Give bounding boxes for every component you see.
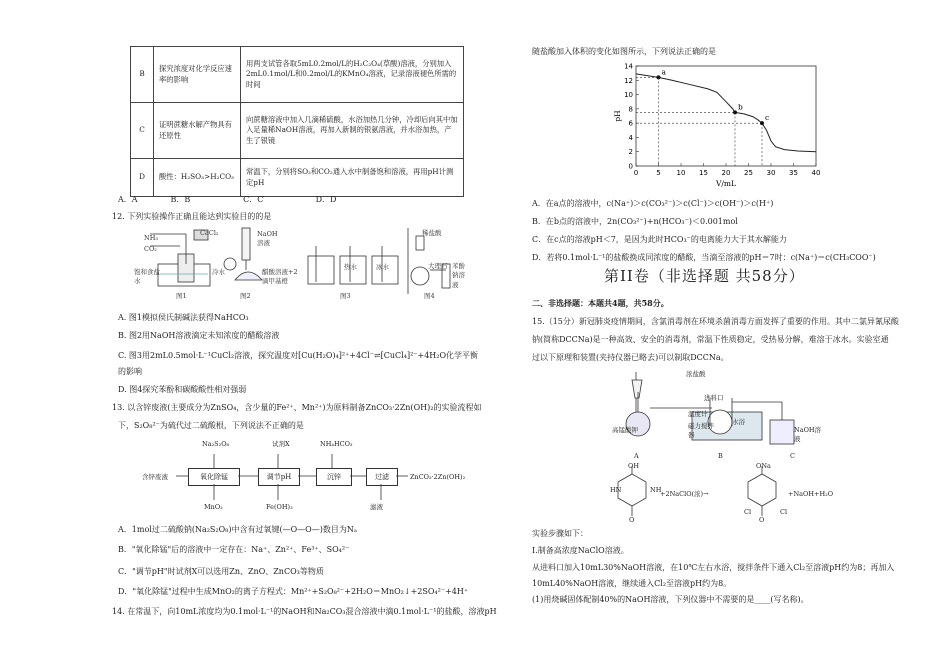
label-co2: CO₂ — [144, 245, 157, 253]
label-cacl2: CaCl₂ — [200, 229, 219, 237]
x-tick-label: 10 — [676, 169, 686, 177]
label-a: A — [634, 452, 639, 460]
label-marble: 大理石 — [428, 262, 448, 270]
flow-box-4: 过滤 — [366, 468, 398, 486]
q12-option-b: B. 图2用NaOH溶液滴定未知浓度的醋酸溶液 — [118, 331, 280, 340]
atom-nh: NH — [650, 486, 662, 494]
q15-step-1: I.制备高浓度NaClO溶液。 — [532, 546, 629, 555]
q13-option-b: B．"氧化除锰"后的溶液中一定存在：Na⁺、Zn²⁺、Fe³⁺、SO₄²⁻ — [118, 545, 350, 554]
q15-step-3: 10mL40%NaOH溶液，继续通入Cl₂至溶液pH约为8。 — [532, 579, 732, 588]
label-stirrer: 磁力搅拌器 — [688, 422, 714, 440]
label-nh3: NH₃ — [144, 234, 158, 242]
table-row — [131, 159, 464, 197]
label-dilute: 稀盐酸 — [422, 229, 442, 237]
ph-curve — [636, 74, 816, 152]
y-tick-label: 8 — [628, 105, 633, 114]
label-inlet: 进料口 — [704, 394, 724, 402]
atom-cl-1: Cl — [744, 508, 752, 516]
x-tick-label: 0 — [633, 169, 639, 177]
q14-stem-cont: 随盐酸加入体积的变化如图所示，下列说法正确的是 — [532, 47, 716, 56]
caption-fig2: 图2 — [240, 292, 251, 300]
flow-box-2: 调节pH — [258, 468, 300, 486]
flow-top3: NH₄HCO₃ — [320, 440, 353, 448]
label-naoh: NaOH溶液 — [257, 230, 278, 248]
row-purpose: 酸性：H₂SO₃>H₂CO₃ — [154, 159, 241, 197]
q12-stem: 12. 下列实验操作正确且能达到实验目的的是 — [112, 212, 272, 221]
experiment-table — [130, 46, 464, 197]
data-point — [733, 110, 737, 114]
option: C．C — [243, 195, 264, 204]
data-point — [657, 75, 661, 79]
q15-line-3: 过以下原理和装置(夹持仪器已略去)可以制取DCCNa。 — [532, 353, 729, 362]
option: B．B — [170, 195, 191, 204]
flow-start: 含锌废液 — [142, 473, 168, 481]
q14-option-b: B．在b点的溶液中，2n(CO₃²⁻)+n(HCO₃⁻)＜0.001mol — [532, 217, 738, 226]
x-tick-label: 30 — [766, 169, 776, 177]
y-tick-label: 6 — [628, 119, 633, 128]
q15-step-4: (1)用烧碱固体配制40%的NaOH溶液，下列仪器中不需要的是____(写名称)。 — [532, 595, 809, 604]
flow-bot4: 滤液 — [370, 503, 383, 511]
q14-stem: 14. 在常温下，向10mL浓度均为0.1mol·L⁻¹的NaOH和Na₂CO₃混合溶液中滴0.1mol·L⁻¹的盐酸，溶液pH — [112, 607, 497, 616]
q15-line-2: 钠(简称DCCNa)是一种高效、安全的消毒剂，常温下性质稳定，受热易分解，难溶于冰水。实验室通 — [532, 335, 889, 344]
caption-fig1: 图1 — [176, 292, 187, 300]
flow-box-3: 沉锌 — [316, 468, 352, 486]
label-phenol: 苯酚钠溶液 — [452, 262, 465, 289]
q13-option-d: D．"氧化除锰"过程中生成MnO₂的离子方程式：Mn²⁺+S₂O₈²⁻+2H₂O＝MnO₂↓+2SO₄²⁻+4H⁺ — [118, 587, 469, 596]
q13-stem: 13. 以含锌废液(主要成分为ZnSO₄，含少量的Fe²⁺、Mn²⁺)为原料制备ZnCO₃·2Zn(OH)₂的实验流程如 — [112, 403, 482, 412]
x-tick-label: 40 — [811, 169, 821, 177]
caption-fig3: 图3 — [340, 292, 351, 300]
q15-line-1: 15.（15分）新冠肺炎疫情期间，含氯消毒剂在环境杀菌消毒方面发挥了重要的作用。其中二氯异氰尿酸 — [532, 317, 899, 326]
atom-o-2: O — [759, 516, 765, 524]
q12-option-c-cont: 的影响 — [118, 367, 142, 376]
label-c: C — [790, 452, 795, 460]
q15-step-title: 实验步骤如下： — [532, 529, 588, 538]
point-label: c — [765, 113, 770, 123]
y-tick-label: 10 — [624, 91, 633, 100]
point-label: a — [661, 67, 666, 77]
atom-cl-2: Cl — [780, 508, 788, 516]
label-brine: 饱和食盐水 — [134, 268, 160, 286]
caption-fig4: 图4 — [424, 292, 435, 300]
label-cold: 冷水 — [212, 268, 225, 276]
row-label: C — [131, 103, 154, 159]
atom-oh: OH — [628, 462, 639, 470]
q12-option-d: D. 图4探究苯酚和碳酸酸性相对强弱 — [118, 385, 247, 394]
label-bath: 水浴 — [732, 418, 745, 426]
flow-top2: 试剂X — [272, 440, 290, 448]
label-naoh: NaOH溶液 — [794, 426, 822, 444]
row-method: 用两支试管各取5mL0.2mol/L的H₂C₂O₄(草酸)溶液，分别加入2mL0.1mol/L和0.2mol/L的KMnO₄溶液，记录溶液褪色所需的时间 — [241, 47, 464, 103]
flow-arrows — [112, 446, 432, 506]
x-tick-label: 35 — [789, 169, 798, 177]
q12-figures — [140, 224, 460, 304]
option: D．D — [315, 195, 337, 204]
y-tick-label: 14 — [624, 62, 633, 71]
flow-bot2: Fe(OH)₃ — [266, 503, 293, 511]
row-label: B — [131, 47, 154, 103]
q11-options — [118, 194, 366, 206]
atom-o: O — [629, 516, 635, 524]
label-hot: 热水 — [344, 263, 357, 271]
q13-stem-cont: 下，S₂O₈²⁻为硫代过二硫酸根，下列说法不正确的是 — [118, 421, 304, 430]
plot-frame — [636, 66, 816, 166]
y-axis-label: pH — [613, 110, 622, 122]
option: A．A — [118, 195, 138, 204]
reaction-mid: +2NaClO(浓)→ — [660, 490, 709, 498]
flow-top1: Na₂S₂O₈ — [202, 440, 230, 448]
row-label: D — [131, 159, 154, 197]
y-tick-label: 0 — [628, 162, 633, 171]
x-tick-label: 25 — [744, 169, 753, 177]
y-tick-label: 12 — [624, 76, 633, 85]
y-tick-label: 4 — [628, 133, 633, 142]
q12-option-a: A. 图1模拟侯氏制碱法获得NaHCO₃ — [118, 313, 249, 322]
data-point — [760, 121, 764, 125]
q13-option-c: C．"调节pH"时试剂X可以选用Zn、ZnO、ZnCO₃等物质 — [118, 567, 324, 576]
atom-ona: ONa — [756, 462, 771, 470]
label-kmno4: 高锰酸钾 — [612, 426, 638, 434]
row-purpose: 证明蔗糖水解产物具有还原性 — [154, 103, 241, 159]
table-row — [131, 103, 464, 159]
section-subtitle: 二、非选择题：本题共4题，共58分。 — [532, 298, 669, 308]
label-hcl: 浓盐酸 — [686, 370, 706, 378]
reaction-right: +NaOH+H₂O — [788, 490, 834, 498]
flow-end: ZnCO₃·2Zn(OH)₂ — [410, 473, 466, 481]
x-axis-label: V/mL — [715, 179, 737, 188]
y-tick-label: 2 — [628, 148, 633, 157]
x-tick-label: 20 — [721, 169, 731, 177]
ph-chart — [612, 60, 832, 190]
point-label: b — [738, 102, 743, 112]
q15-step-2: 从进料口加入10mL30%NaOH溶液，在10℃左右水浴，搅拌条件下通入Cl₂至溶液pH约为8；再加入 — [532, 563, 895, 572]
label-thermo: 温度计 — [688, 410, 708, 418]
row-method: 常温下，分别将SO₂和CO₂通入水中制备饱和溶液，再用pH计测定pH — [241, 159, 464, 197]
row-method: 向蔗糖溶液中加入几滴稀硫酸，水浴加热几分钟，冷却后向其中加入足量稀NaOH溶液，再加入新制的银氨溶液，并水浴加热，产生了银镜 — [241, 103, 464, 159]
label-b: B — [718, 452, 723, 460]
flow-bot1: MnO₂ — [204, 503, 223, 511]
x-tick-label: 15 — [699, 169, 708, 177]
row-purpose: 探究浓度对化学反应速率的影响 — [154, 47, 241, 103]
atom-hn: HN — [610, 486, 622, 494]
q14-option-c: C．在c点的溶液pH＜7，是因为此时HCO₃⁻的电离能力大于其水解能力 — [532, 235, 787, 244]
q14-option-a: A．在a点的溶液中，c(Na⁺)＞c(CO₃²⁻)＞c(Cl⁻)＞c(OH⁻)＞c(H⁺) — [532, 199, 774, 208]
label-ice: 冰水 — [376, 263, 389, 271]
q12-option-c: C. 图3用2mL0.5mol·L⁻¹CuCl₂溶液，探究温度对[Cu(H₂O)₄]²⁺+4Cl⁻⇌[CuCl₄]²⁻+4H₂O化学平衡 — [118, 351, 479, 360]
table-row — [131, 47, 464, 103]
section-title: 第II卷（非选择题 共58分） — [604, 267, 805, 285]
q14-option-d: D．若将0.1mol·L⁻¹的盐酸换成同浓度的醋酸，当滴至溶液的pH＝7时：c(Na⁺)＝c(CH₃COO⁻) — [532, 253, 876, 262]
flow-box-1: 氧化除锰 — [188, 468, 240, 486]
q13-option-a: A．1mol过二硫酸钠(Na₂S₂O₈)中含有过氧键(—O—O—)数目为Nₐ — [118, 525, 357, 534]
label-acid: 醋酸溶液+2滴甲基橙 — [262, 268, 298, 286]
x-tick-label: 5 — [656, 169, 661, 177]
